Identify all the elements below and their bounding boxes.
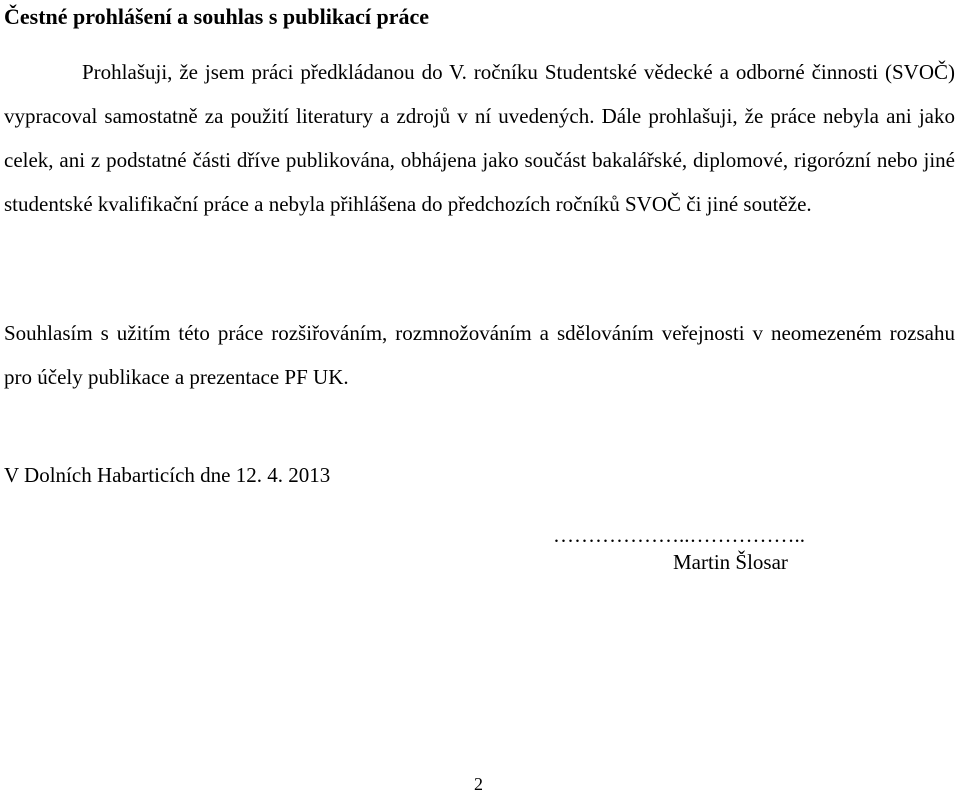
place-and-date: V Dolních Habarticích dne 12. 4. 2013 <box>4 463 331 487</box>
signatory-name: Martin Šlosar <box>673 550 788 574</box>
page-number: 2 <box>474 774 483 794</box>
document-heading: Čestné prohlášení a souhlas s publikací práce <box>4 4 430 29</box>
signature-line: ………………..…………….. <box>553 523 805 547</box>
consent-paragraph: Souhlasím s užitím této práce rozšiřováním, rozmnožováním a sdělováním veřejnosti v neomezeném rozsahu pro účely publikace a prezentace PF UK. <box>4 321 955 389</box>
declaration-paragraph: Prohlašuji, že jsem práci předkládanou do V. ročníku Studentské vědecké a odborné činnosti (SVOČ) vypracoval samostatně za použití literatury a zdrojů v ní uvedených. Dále prohlašuji, že práce nebyla ani jako celek, ani z podstatné části dříve publikována, obhájena jako součást bakalářské, diplomové, rigorózní nebo jiné studentské kvalifikační práce a nebyla přihlášena do předchozích ročníků SVOČ či jiné soutěže. <box>4 60 955 216</box>
